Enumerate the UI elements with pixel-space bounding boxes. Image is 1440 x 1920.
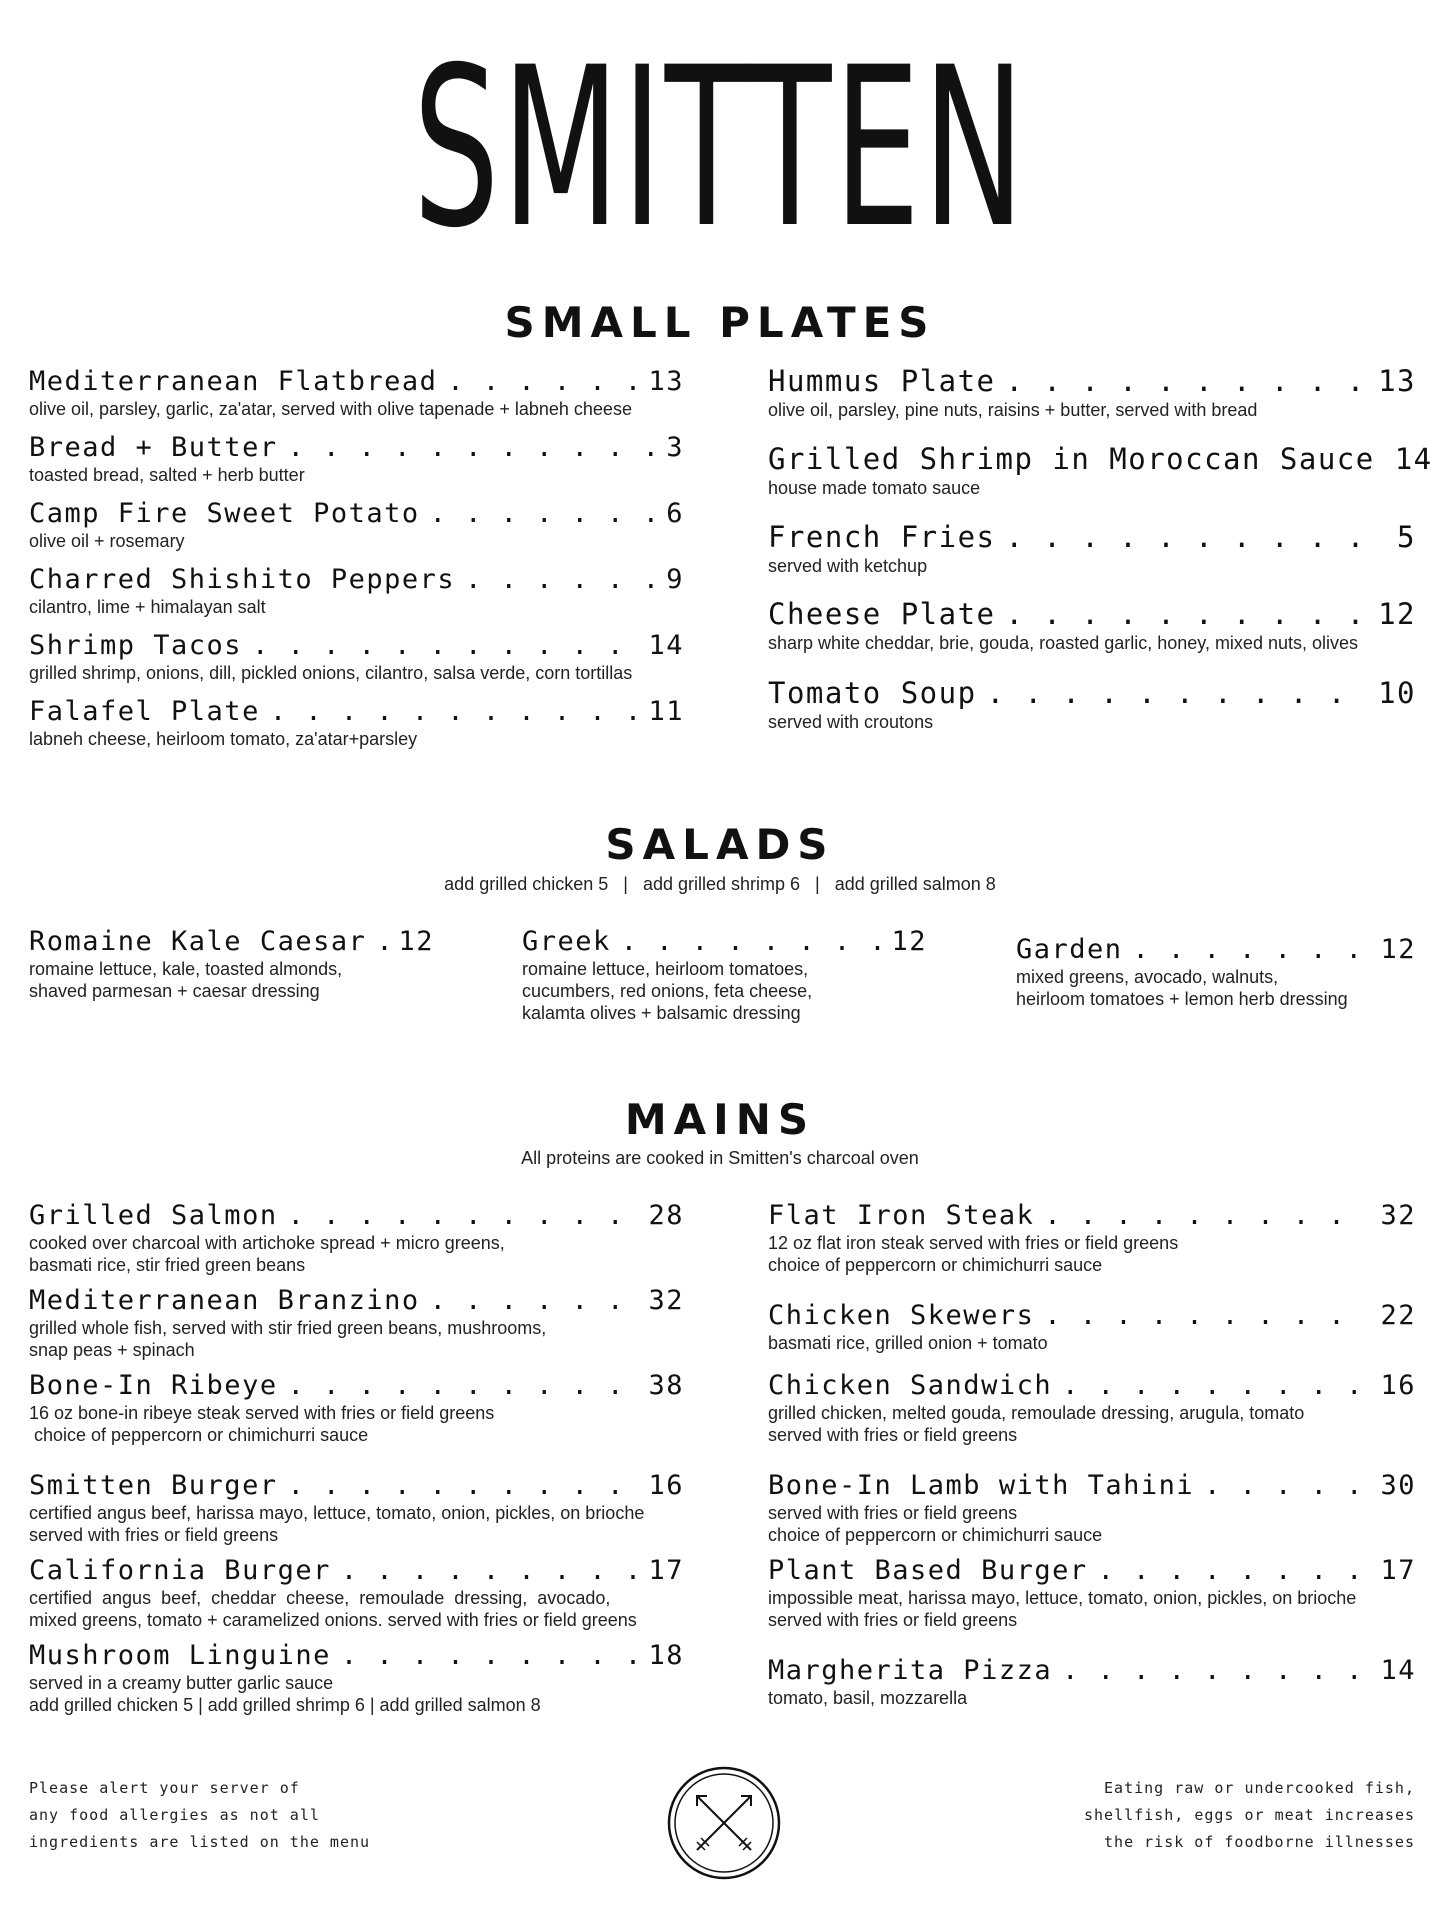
leader-dots: [430, 1285, 639, 1316]
description-line: labneh cheese, heirloom tomato, za'atar+parsley: [29, 729, 418, 749]
section-title-small-plates: SMALL PLATES: [504, 298, 936, 347]
description-line: grilled shrimp, onions, dill, pickled onions, cilantro, salsa verde, corn tortillas: [29, 663, 633, 683]
menu-item-price: 14: [1394, 442, 1433, 476]
menu-item-name: Smitten Burger: [29, 1470, 278, 1501]
menu-item-price: 17: [648, 1555, 684, 1586]
menu-item-price: 12: [398, 926, 434, 957]
menu-item-price: 10: [1378, 676, 1416, 710]
leader-dots: [1204, 1470, 1370, 1501]
crossed-arrows-logo-icon: [667, 1766, 781, 1880]
description-line: served with fries or field greens: [29, 1525, 279, 1545]
allergy-notice-line: Please alert your server of: [29, 1779, 300, 1797]
salad-item: [29, 926, 434, 1002]
menu-item-name: Mediterranean Flatbread: [29, 366, 438, 397]
menu-item-description: [768, 1402, 1416, 1446]
menu-item-description: [768, 1332, 1416, 1354]
restaurant-logo: SMITTEN: [412, 20, 1028, 276]
menu-item-price: 14: [1380, 1655, 1416, 1686]
menu-item: [29, 1470, 684, 1546]
menu-item-description: [29, 1672, 684, 1716]
menu-item: [29, 366, 684, 420]
menu-item-description: [768, 1587, 1416, 1631]
menu-item-description: [29, 530, 684, 552]
menu-item-description: [1016, 966, 1416, 1010]
leader-dots: [1006, 364, 1369, 398]
menu-item-description: [29, 1587, 684, 1631]
menu-item-description: [522, 958, 927, 1024]
description-line: basmati rice, stir fried green beans: [29, 1255, 306, 1275]
description-line: served with fries or field greens: [768, 1425, 1018, 1445]
description-line: cilantro, lime + himalayan salt: [29, 597, 266, 617]
foodborne-warning-line: Eating raw or undercooked fish,: [1104, 1779, 1415, 1797]
mains-note: All proteins are cooked in Smitten's charcoal oven: [521, 1148, 919, 1168]
leader-dots: [465, 564, 656, 595]
description-line: served with ketchup: [768, 556, 928, 576]
description-line: served with croutons: [768, 712, 934, 732]
menu-item: [29, 564, 684, 618]
menu-item-price: 22: [1380, 1300, 1416, 1331]
menu-item-price: 14: [648, 630, 684, 661]
allergy-notice: [29, 1775, 370, 1856]
menu-item-description: [29, 728, 684, 750]
menu-item: [29, 1640, 684, 1716]
foodborne-warning-line: the risk of foodborne illnesses: [1104, 1833, 1415, 1851]
description-line: heirloom tomatoes + lemon herb dressing: [1016, 989, 1348, 1009]
menu-item-name: Grilled Salmon: [29, 1200, 278, 1231]
menu-item-description: [768, 632, 1416, 654]
menu-item: [768, 1470, 1416, 1546]
menu-item-price: 32: [1380, 1200, 1416, 1231]
description-line: house made tomato sauce: [768, 478, 981, 498]
menu-item-description: [768, 555, 1416, 577]
section-title-mains: MAINS: [624, 1095, 816, 1144]
allergy-notice-line: any food allergies as not all: [29, 1806, 320, 1824]
description-line: choice of peppercorn or chimichurri sauce: [29, 1425, 369, 1445]
menu-item-name: Shrimp Tacos: [29, 630, 243, 661]
menu-item-name: Grilled Shrimp in Moroccan Sauce: [768, 442, 1375, 476]
description-line: toasted bread, salted + herb butter: [29, 465, 305, 485]
menu-item-name: Greek: [522, 926, 611, 957]
menu-item-description: [29, 464, 684, 486]
foodborne-warning: [1040, 1775, 1415, 1856]
menu-item-name: Chicken Sandwich: [768, 1370, 1053, 1401]
menu-item-name: Margherita Pizza: [768, 1655, 1053, 1686]
menu-item: [29, 432, 684, 486]
description-line: olive oil + rosemary: [29, 531, 185, 551]
menu-item-description: [768, 1232, 1416, 1276]
description-line: basmati rice, grilled onion + tomato: [768, 1333, 1048, 1353]
description-line: grilled whole fish, served with stir fried green beans, mushrooms,: [29, 1318, 547, 1338]
description-line: tomato, basil, mozzarella: [768, 1688, 968, 1708]
menu-item-price: 16: [1380, 1370, 1416, 1401]
menu-item-description: [29, 958, 434, 1002]
menu-item: [768, 1200, 1416, 1276]
menu-item-price: 18: [648, 1640, 684, 1671]
leader-dots: [1006, 520, 1388, 554]
menu-item-price: 13: [648, 366, 684, 397]
description-line: grilled chicken, melted gouda, remoulade dressing, arugula, tomato: [768, 1403, 1305, 1423]
menu-item: [29, 630, 684, 684]
description-line: mixed greens, avocado, walnuts,: [1016, 967, 1279, 987]
description-line: choice of peppercorn or chimichurri sauce: [768, 1255, 1103, 1275]
leader-dots: [987, 676, 1369, 710]
leader-dots: [288, 1200, 639, 1231]
description-line: romaine lettuce, heirloom tomatoes,: [522, 959, 809, 979]
menu-item-description: [768, 477, 1416, 499]
menu-item-description: [29, 1232, 684, 1276]
menu-item-price: 9: [666, 564, 684, 595]
menu-item-name: French Fries: [768, 520, 996, 554]
menu-item-price: 16: [648, 1470, 684, 1501]
menu-item-name: Chicken Skewers: [768, 1300, 1035, 1331]
description-line: add grilled chicken 5 | add grilled shrimp 6 | add grilled salmon 8: [29, 1695, 541, 1715]
description-line: snap peas + spinach: [29, 1340, 195, 1360]
description-line: certified angus beef, harissa mayo, lettuce, tomato, onion, pickles, on brioche: [29, 1503, 645, 1523]
leader-dots: [288, 432, 657, 463]
leader-dots: [1044, 1300, 1370, 1331]
leader-dots: [252, 630, 638, 661]
description-line: served with fries or field greens: [768, 1503, 1018, 1523]
menu-item-description: [768, 1687, 1416, 1709]
leader-dots: [1044, 1200, 1370, 1231]
menu-item-description: [29, 398, 684, 420]
menu-item-name: Garden: [1016, 934, 1123, 965]
menu-item-price: 32: [648, 1285, 684, 1316]
menu-item-name: Tomato Soup: [768, 676, 977, 710]
menu-item: [29, 1200, 684, 1276]
description-line: sharp white cheddar, brie, gouda, roasted garlic, honey, mixed nuts, olives: [768, 633, 1359, 653]
allergy-notice-line: ingredients are listed on the menu: [29, 1833, 371, 1851]
menu-item-name: Bone-In Lamb with Tahini: [768, 1470, 1195, 1501]
menu-item: [768, 1555, 1416, 1631]
leader-dots: [1062, 1370, 1370, 1401]
menu-item-description: [29, 662, 684, 684]
menu-item-price: 38: [648, 1370, 684, 1401]
menu-item-name: Bread + Butter: [29, 432, 278, 463]
menu-item: [768, 1300, 1416, 1354]
menu-item-description: [29, 596, 684, 618]
description-line: romaine lettuce, kale, toasted almonds,: [29, 959, 343, 979]
menu-item-name: Falafel Plate: [29, 696, 260, 727]
description-line: impossible meat, harissa mayo, lettuce, tomato, onion, pickles, on brioche: [768, 1588, 1357, 1608]
menu-item-description: [768, 711, 1416, 733]
description-line: 12 oz flat iron steak served with fries or field greens: [768, 1233, 1179, 1253]
menu-item: [768, 520, 1416, 577]
menu-item-price: 5: [1397, 520, 1416, 554]
leader-dots: [270, 696, 639, 727]
menu-item: [29, 696, 684, 750]
salad-item: [522, 926, 927, 1024]
description-line: shaved parmesan + caesar dressing: [29, 981, 320, 1001]
section-title-salads: SALADS: [605, 820, 835, 869]
menu-item-description: [768, 1502, 1416, 1546]
menu-item: [29, 1555, 684, 1631]
menu-item: [29, 498, 684, 552]
description-line: mixed greens, tomato + caramelized onions. served with fries or field greens: [29, 1610, 637, 1630]
menu-item-description: [29, 1317, 684, 1361]
menu-item-name: Plant Based Burger: [768, 1555, 1088, 1586]
leader-dots: [288, 1370, 639, 1401]
menu-item: [768, 676, 1416, 733]
menu-item-price: 11: [648, 696, 684, 727]
menu-item-price: 30: [1380, 1470, 1416, 1501]
description-line: kalamta olives + balsamic dressing: [522, 1003, 801, 1023]
description-line: cucumbers, red onions, feta cheese,: [522, 981, 813, 1001]
menu-item-name: Mediterranean Branzino: [29, 1285, 420, 1316]
salads-addons-note: add grilled chicken 5 | add grilled shrimp 6 | add grilled salmon 8: [444, 874, 996, 894]
description-line: served with fries or field greens: [768, 1610, 1018, 1630]
menu-item-description: [29, 1502, 684, 1546]
leader-dots: [288, 1470, 639, 1501]
menu-item-name: Charred Shishito Peppers: [29, 564, 456, 595]
leader-dots: [376, 926, 388, 957]
menu-item-price: 12: [1378, 597, 1416, 631]
leader-dots: [1062, 1655, 1370, 1686]
description-line: 16 oz bone-in ribeye steak served with fries or field greens: [29, 1403, 495, 1423]
description-line: olive oil, parsley, garlic, za'atar, served with olive tapenade + labneh cheese: [29, 399, 632, 419]
leader-dots: [1133, 934, 1371, 965]
menu-item-price: 12: [891, 926, 927, 957]
menu-item-price: 3: [666, 432, 684, 463]
menu-item: [29, 1285, 684, 1361]
menu-item-name: Cheese Plate: [768, 597, 996, 631]
salad-item: [1016, 934, 1416, 1010]
menu-item-price: 28: [648, 1200, 684, 1231]
menu-item-price: 17: [1380, 1555, 1416, 1586]
menu-item: [768, 1370, 1416, 1446]
foodborne-warning-line: shellfish, eggs or meat increases: [1083, 1806, 1415, 1824]
menu-item-name: Romaine Kale Caesar: [29, 926, 367, 957]
menu-item-name: Bone-In Ribeye: [29, 1370, 278, 1401]
leader-dots: [341, 1555, 639, 1586]
menu-item: [768, 442, 1433, 499]
menu-item: [768, 364, 1416, 421]
menu-item-price: 13: [1378, 364, 1416, 398]
menu-item-name: California Burger: [29, 1555, 331, 1586]
menu-item: [768, 597, 1416, 654]
leader-dots: [430, 498, 657, 529]
menu-item-name: Camp Fire Sweet Potato: [29, 498, 420, 529]
description-line: served in a creamy butter garlic sauce: [29, 1673, 334, 1693]
description-line: certified angus beef, cheddar cheese, remoulade dressing, avocado,: [29, 1588, 611, 1608]
description-line: cooked over charcoal with artichoke spread + micro greens,: [29, 1233, 505, 1253]
leader-dots: [447, 366, 638, 397]
leader-dots: [341, 1640, 639, 1671]
menu-item-price: 6: [666, 498, 684, 529]
menu-item-name: Mushroom Linguine: [29, 1640, 331, 1671]
menu-item: [29, 1370, 684, 1446]
menu-item-name: Hummus Plate: [768, 364, 996, 398]
menu-item-description: [768, 399, 1416, 421]
menu-item-price: 12: [1380, 934, 1416, 965]
leader-dots: [621, 926, 882, 957]
leader-dots: [1006, 597, 1369, 631]
leader-dots: [1098, 1555, 1371, 1586]
description-line: choice of peppercorn or chimichurri sauce: [768, 1525, 1103, 1545]
menu-item-description: [29, 1402, 684, 1446]
menu-item-name: Flat Iron Steak: [768, 1200, 1035, 1231]
menu-item: [768, 1655, 1416, 1709]
description-line: olive oil, parsley, pine nuts, raisins + butter, served with bread: [768, 400, 1258, 420]
